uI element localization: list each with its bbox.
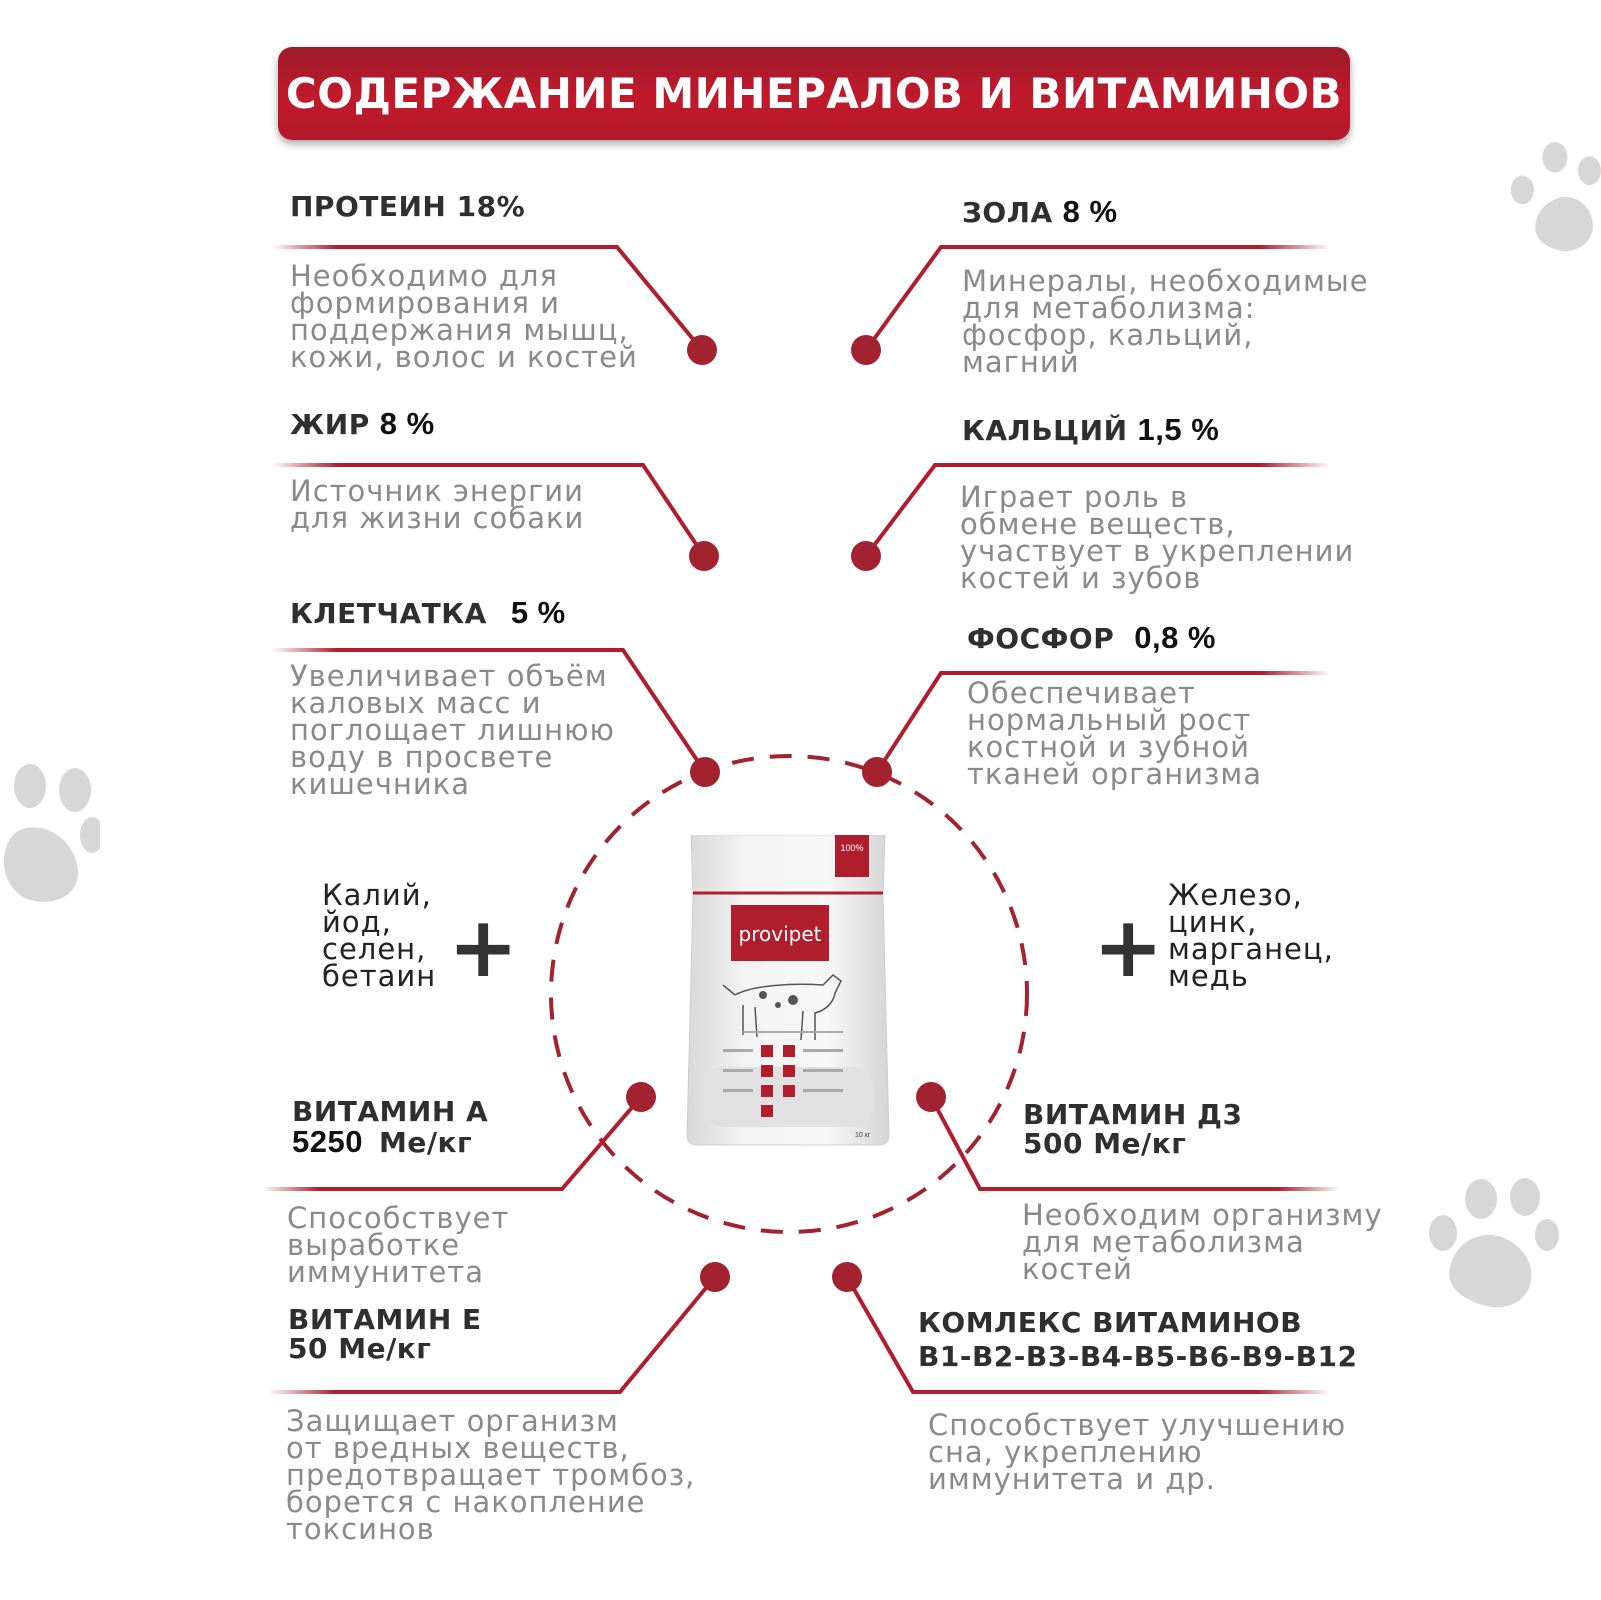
- product-weight: 10 кг: [855, 1132, 871, 1139]
- protein-label: ПРОТЕИН 18%: [290, 190, 526, 223]
- b-complex-value: B1-B2-B3-B4-B5-B6-B9-B12: [918, 1340, 1358, 1373]
- dot-fiber: [690, 757, 720, 787]
- ash-title: [962, 194, 1118, 230]
- vitamin-a-value: 5250: [292, 1124, 363, 1159]
- fiber-value: 5 %: [510, 595, 566, 630]
- phosphorus-description: Обеспечивает нормальный рост костной и зубной тканей организма: [967, 676, 1263, 791]
- calcium-value: 1,5 %: [1137, 412, 1220, 447]
- dot-phosphorus: [862, 757, 892, 787]
- fat-title: [290, 406, 435, 442]
- fiber-title: [290, 595, 566, 631]
- product-badge: 100%: [840, 843, 864, 853]
- vitamin-e-label: ВИТАМИН Е: [288, 1303, 482, 1336]
- paw-icon: [1505, 142, 1601, 257]
- protein-title: [290, 190, 525, 223]
- dot-fat: [689, 541, 719, 571]
- page-title: СОДЕРЖАНИЕ МИНЕРАЛОВ И ВИТАМИНОВ: [285, 69, 1343, 118]
- plus-icon: +: [1093, 898, 1164, 996]
- paw-icon: [1425, 1175, 1560, 1315]
- ash-label: ЗОЛА: [962, 196, 1053, 229]
- b-complex-title: [918, 1306, 1357, 1374]
- vitamin-a-label: ВИТАМИН А: [292, 1095, 489, 1128]
- b-complex-description: Способствует улучшению сна, укреплению иммунитета и др.: [928, 1408, 1347, 1496]
- vitamin-a-title: [292, 1097, 488, 1158]
- phosphorus-title: [967, 620, 1216, 656]
- vitamin-d3-description: Необходим организму для метаболизма костей: [1022, 1198, 1383, 1286]
- vitamin-e-description: Защищает организм от вредных веществ, предотвращает тромбоз, борется с накопление токсинов: [286, 1404, 696, 1546]
- product-image: [683, 835, 893, 1155]
- calcium-label: КАЛЬЦИЙ: [962, 414, 1128, 447]
- dot-vitamin-d3: [916, 1082, 946, 1112]
- vitamin-e-title: [288, 1305, 482, 1363]
- paw-icon: [0, 760, 100, 910]
- vitamin-d3-title: [1023, 1100, 1242, 1158]
- ash-description: Минералы, необходимые для метаболизма: фосфор, кальций, магний: [962, 264, 1369, 379]
- phosphorus-label: ФОСФОР: [967, 622, 1115, 655]
- plus-icon: +: [448, 898, 519, 996]
- protein-description: Необходимо для формирования и поддержания мышц, кожи, волос и костей: [290, 259, 638, 374]
- vitamin-a-description: Способствует выработке иммунитета: [287, 1201, 510, 1289]
- dot-calcium: [851, 541, 881, 571]
- right-minerals-list: Железо, цинк, марганец, медь: [1168, 878, 1334, 993]
- phosphorus-value: 0,8 %: [1134, 620, 1216, 655]
- left-minerals-list: Калий, йод, селен, бетаин: [322, 878, 437, 993]
- fiber-description: Увеличивает объём каловых масс и поглощает лишнюю воду в просвете кишечника: [290, 659, 615, 801]
- dot-vitamin-a: [626, 1082, 656, 1112]
- vitamin-d3-value: 500 Ме/кг: [1023, 1127, 1187, 1160]
- calcium-description: Играет роль в обмене веществ, участвует в укреплении костей и зубов: [960, 480, 1355, 595]
- dot-protein: [687, 335, 717, 365]
- b-complex-label: КОМЛЕКС ВИТАМИНОВ: [918, 1306, 1303, 1339]
- fiber-label: КЛЕТЧАТКА: [290, 597, 487, 630]
- dot-b-complex: [832, 1262, 862, 1292]
- product-brand: provipet: [738, 922, 822, 946]
- fat-value: 8 %: [379, 406, 435, 441]
- dot-vitamin-e: [700, 1262, 730, 1292]
- dot-ash: [851, 335, 881, 365]
- fat-description: Источник энергии для жизни собаки: [290, 474, 585, 535]
- calcium-title: [962, 412, 1219, 448]
- ash-value: 8 %: [1062, 194, 1118, 229]
- vitamin-e-value: 50 Ме/кг: [288, 1332, 432, 1365]
- title-banner: [278, 47, 1350, 140]
- fat-label: ЖИР: [290, 408, 370, 441]
- vitamin-d3-label: ВИТАМИН Д3: [1023, 1098, 1243, 1131]
- vitamin-a-unit: Ме/кг: [378, 1126, 473, 1159]
